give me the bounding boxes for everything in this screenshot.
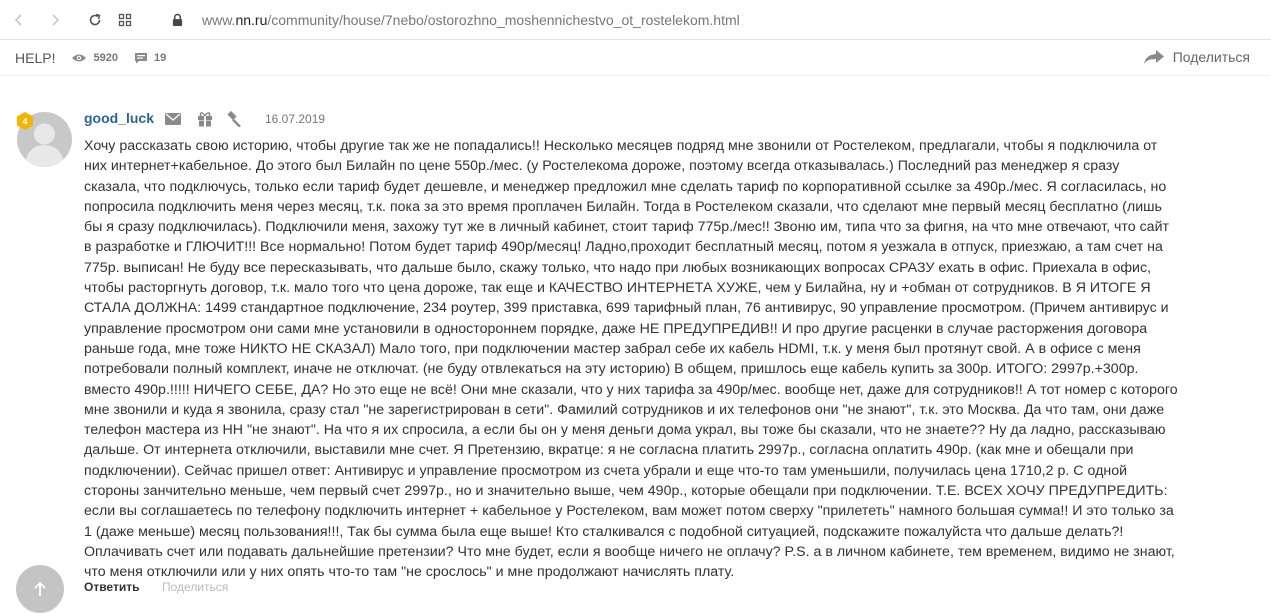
comment-date: 16.07.2019 [265, 112, 326, 126]
comment-line: Хочу рассказать свою историю, чтобы другие так же не попадались!! Несколько месяцев подряд мне звонили от Ростелеком, предлагали, чтобы я подключила от [84, 138, 1158, 154]
arrow-up-icon [33, 581, 47, 597]
comment-line: сказала, что подключусь, только если тариф будет дешевле, и менеджер предложил мне сделать тариф по корпоративной ссылке за 490р./мес. Я согласилась, но [84, 178, 1167, 195]
gavel-icon[interactable] [226, 110, 244, 128]
eye-icon [71, 53, 87, 63]
rank-badge [17, 112, 33, 130]
url-domain: nn.ru [235, 11, 268, 28]
back-arrow-icon[interactable] [6, 7, 32, 33]
forward-arrow-icon[interactable] [42, 7, 68, 33]
comment-line: СТАЛА ДОЛЖНА: 1499 стандартное подключение, 234 роутер, 399 приставка, 699 тарифный план, 76 антивирус, 90 управление просмотром. (Причем антивирус и [84, 300, 1169, 317]
topic-toolbar [0, 40, 1271, 76]
browser-toolbar [0, 0, 1271, 40]
lock-icon[interactable] [172, 12, 188, 28]
comment-line: подключении). Сейчас пришел ответ: Антивирус и управление просмотром из счета убрали и еще что-то там уменьшили, получилась цена 1710,2 р. С одной [84, 462, 1128, 479]
comment-line: раньше года, мне тоже НИКТО НЕ СКАЗАЛ) Мало того, при подключении мастер забрал себе их кабель HDMI, т.к. у меня был протянут свой. А в офисе с меня [84, 340, 1141, 357]
rank-value: 4 [22, 116, 28, 127]
url-prefix: www. [202, 11, 236, 28]
comment-line: Оплачивать счет или подавать дальнейшие претензии? Что мне будет, если я вообще ничего не оплачу? P.S. а в личном кабинете, тем временем, видимо не знают, [84, 543, 1175, 560]
comment-line: если вы соглашаетесь по телефону подключить интернет + кабельное у Ростелеком, вам может потом сверху "прилететь" намного большая сумма!! И это только за [84, 503, 1174, 520]
comment-line: потребовали полный комплект, иначе не отключат. (не буду отвлекаться на эту историю) В общем, пришлось еще кабель купить за 300р. ИТОГО: 2997р.+300р. [84, 361, 1139, 378]
comments-stat [134, 52, 166, 64]
comment-line: чтобы расторгнуть договор, т.к. мало того что цена дороже, так еще и КАЧЕСТВО ИНТЕРНЕТА ХУЖЕ, чем у Билайна, ну и +обман от сотрудников. В Я ИТОГЕ Я [84, 280, 1151, 297]
gift-icon[interactable] [196, 110, 214, 128]
comment-line: управление просмотром они сами мне установили в одностороннем порядке, даже НЕ ПРЕДУПРЕДИВ!! И про другие расценки в случае расторжения договора [84, 320, 1148, 337]
comments-count: 19 [153, 51, 167, 64]
comment-line: что меня отключили или у них опять что-то там "не срослось" и мне продолжают начислять плату. [84, 564, 735, 581]
url-path: /community/house/7nebo/ostorozhno_moshennichestvo_ot_rostelekom.html [267, 11, 740, 28]
comment-line: стороны занчительно меньше, чем первый счет 2997р., но и значительно выше, чем 490р., которые обещали при подключении. Т.Е. ВСЕХ ХОЧУ ПРЕДУПРЕДИТЬ: [84, 483, 1168, 500]
comment-line: телефон мастера из НН "не знают". На что я их спросила, а если бы он у меня деньги дома украл, вы тоже бы сказали, что не знаете?? Ну да ладно, рассказываю [84, 422, 1166, 439]
comment-line: мне звонили и куда я звонила, сразу стал "не зарегистрирован в сети". Фамилий сотрудников и их телефонов они "не знают", т.к. это Москва. Да что там, они даже [84, 401, 1165, 418]
comment-line: попросила подключить меня через месяц, т.к. пока за это время проплачен Билайн. Тогда в Ростелеком сказали, что сделают мне первый месяц бесплатно (лишь [84, 198, 1162, 215]
comment-line: в разработке и ГЛЮЧИТ!!! Все нормально! Потом будет тариф 490р/месяц! Ладно,проходит бесплатный месяц, потом я уезжала в отпуск, приезжаю, а там счет на [84, 239, 1163, 256]
share-label: Поделиться [1172, 49, 1250, 65]
comment-share-link[interactable]: Поделиться [162, 580, 229, 594]
comment-line: 775р. выписан! Не буду все пересказывать, что дальше было, скажу только, что надо при любых возникающих вопросах СРАЗУ ехать в офис. Приехала в офис, [84, 259, 1152, 276]
comment-line: 1 (даже меньше) месяц пользования!!!, Так бы сумма была еще выше! Кто сталкивался с подобной ситуацией, подскажите пожалуйста что дальше делать?! [84, 523, 1124, 540]
username-link[interactable]: good_luck [84, 110, 155, 126]
comment-icon [134, 52, 148, 64]
views-stat [71, 52, 117, 64]
address-bar[interactable] [202, 12, 740, 28]
topic-title: HELP! [15, 49, 56, 66]
scroll-to-top-button[interactable] [16, 565, 64, 613]
comment-line: вместо 490р.!!!!! НИЧЕГО СЕБЕ, ДА? Но это еще не всё! Они мне сказали, что у них тарифа за 490р/мес. вообще нет, даже для сотрудников!! А тот номер с которого [84, 381, 1178, 398]
reply-link[interactable]: Ответить [84, 580, 140, 594]
mail-icon[interactable] [164, 110, 182, 128]
share-arrow-icon [1143, 49, 1165, 65]
comment-line: дальше. От интернета отключили, выставили мне счет. Я Претензию, вкратце: я не согласна платить 2997р., согласна оплатить 490р. (как мне и обещали при [84, 442, 1134, 459]
comment-line: бы я сразу подключилась). Подключили меня, захожу тут же в личный кабинет, стоит тариф 775р./мес!! Звоню им, типа что за фигня, на что мне отвечают, что сайт [84, 219, 1170, 236]
share-button[interactable] [1143, 49, 1250, 65]
comment-text [84, 136, 1256, 583]
views-count: 5920 [93, 51, 118, 64]
comment-line: них интернет+кабельное. До этого был Билайн по цене 550р./мес. (у Ростелекома дороже, поэтому всегда отказывалась.) Последний раз менеджер я сразу [84, 158, 1120, 175]
reload-icon[interactable] [82, 7, 108, 33]
apps-grid-icon[interactable] [112, 7, 138, 33]
